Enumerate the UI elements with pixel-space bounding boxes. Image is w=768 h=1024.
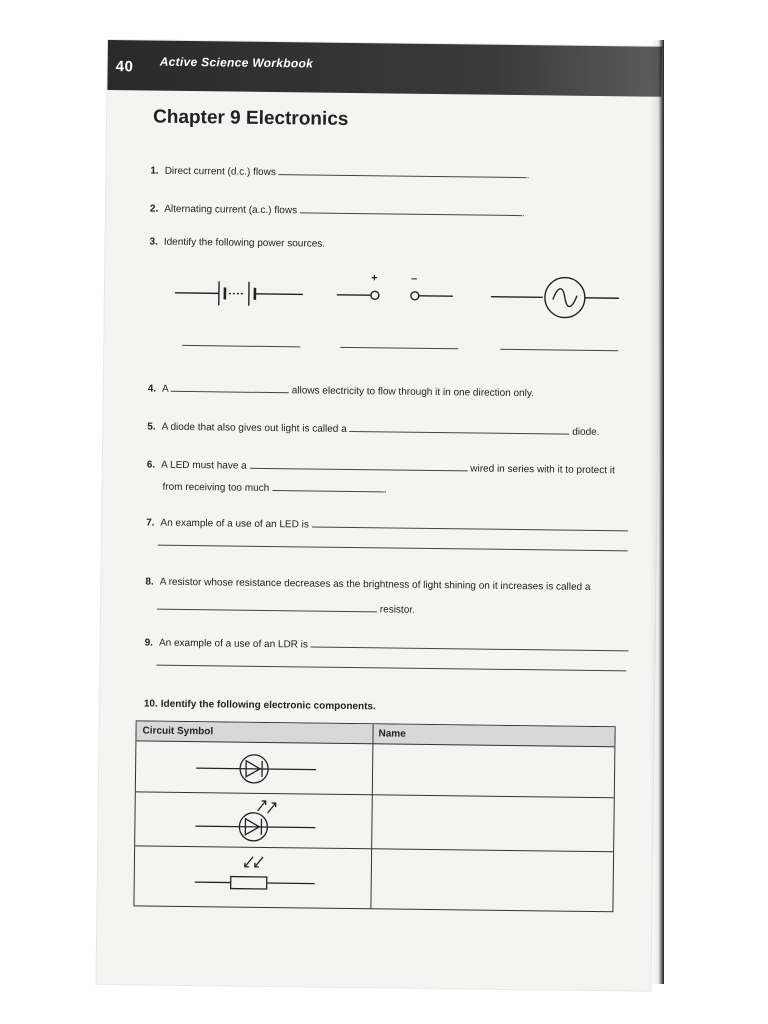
table-header-symbol: Circuit Symbol: [136, 721, 372, 744]
question-number: 4.: [147, 383, 157, 395]
question-8: [145, 576, 590, 592]
name-answer-cell-2[interactable]: [371, 795, 614, 851]
answer-blank[interactable]: [250, 458, 468, 472]
question-4: [148, 381, 534, 400]
question-number: 5.: [147, 421, 156, 433]
question-text: Alternating current (a.c.) flows: [164, 203, 298, 217]
question-6: [147, 457, 615, 477]
minus-sign: –: [411, 272, 418, 285]
question-number: 7.: [146, 517, 155, 529]
chapter-title: Chapter 9 Electronics: [152, 106, 349, 130]
question-3: [149, 237, 325, 250]
components-table: [133, 720, 615, 912]
power-source-answer-3[interactable]: [500, 349, 618, 351]
power-source-answer-1[interactable]: [182, 345, 300, 347]
question-number: 1.: [150, 165, 159, 177]
answer-blank[interactable]: [279, 164, 527, 178]
question-1: 1. Direct current (d.c.) flows .: [150, 165, 530, 182]
answer-blank[interactable]: [349, 421, 569, 435]
question-text: A LED must have a: [161, 459, 247, 472]
question-number: 8.: [145, 576, 154, 588]
question-5: [147, 419, 599, 439]
table-header-name: Name: [372, 724, 614, 747]
question-2: 2. Alternating current (a.c.) flows .: [149, 203, 525, 220]
question-text: Direct current (d.c.) flows: [164, 165, 276, 179]
question-number: 6.: [146, 459, 156, 471]
question-text-end: allows electricity to flow through it in one direction only.: [291, 385, 534, 400]
answer-blank[interactable]: [272, 480, 384, 492]
question-text: Identify the following power sources.: [163, 236, 326, 250]
battery-symbol: [175, 281, 303, 307]
answer-blank[interactable]: [312, 517, 628, 532]
question-text: An example of a use of an LDR is: [158, 637, 309, 651]
answer-blank[interactable]: [300, 202, 522, 216]
question-10: [144, 698, 376, 712]
question-text-end: wired in series with it to protect it: [470, 463, 615, 477]
workbook-page: [96, 40, 661, 991]
name-answer-cell-3[interactable]: [370, 849, 613, 912]
plus-sign: +: [371, 272, 378, 285]
question-8-line-2: [157, 599, 415, 616]
answer-blank[interactable]: [171, 381, 289, 393]
diode-symbol: [196, 752, 316, 785]
ac-source-symbol: [491, 277, 619, 319]
question-number: 10.: [143, 698, 158, 710]
question-text: A: [162, 383, 169, 395]
dc-terminals-symbol: [337, 291, 453, 300]
question-text: A diode that also gives out light is called a: [161, 421, 347, 435]
question-number: 2.: [149, 203, 159, 215]
ldr-symbol: [195, 852, 316, 897]
page-edge-shadow: [650, 40, 664, 984]
question-number: 3.: [149, 236, 158, 248]
power-source-answer-2[interactable]: [340, 347, 458, 349]
question-7: [146, 515, 628, 535]
name-answer-cell-1[interactable]: [372, 744, 615, 797]
answer-line-q7[interactable]: [158, 545, 628, 552]
book-title: Active Science Workbook: [159, 54, 314, 71]
page-header: [107, 40, 662, 97]
question-text: A resistor whose resistance decreases as the brightness of light shining on it increases is called a: [159, 576, 591, 593]
question-text-end: diode.: [572, 426, 600, 439]
question-text: An example of a use of an LED is: [160, 517, 309, 531]
question-6-line-2: from receiving too much .: [162, 481, 387, 496]
question-number: 9.: [144, 637, 154, 649]
led-symbol: [195, 798, 316, 843]
answer-blank[interactable]: [311, 637, 629, 652]
question-text-end: resistor.: [379, 604, 415, 616]
question-9: [145, 634, 629, 654]
page-number: 40: [115, 58, 134, 76]
answer-blank[interactable]: [157, 599, 377, 613]
power-source-symbols: [175, 273, 615, 318]
question-text: from receiving too much: [162, 481, 270, 495]
question-text: Identify the following electronic components.: [160, 698, 376, 713]
answer-line-q9[interactable]: [156, 665, 626, 672]
